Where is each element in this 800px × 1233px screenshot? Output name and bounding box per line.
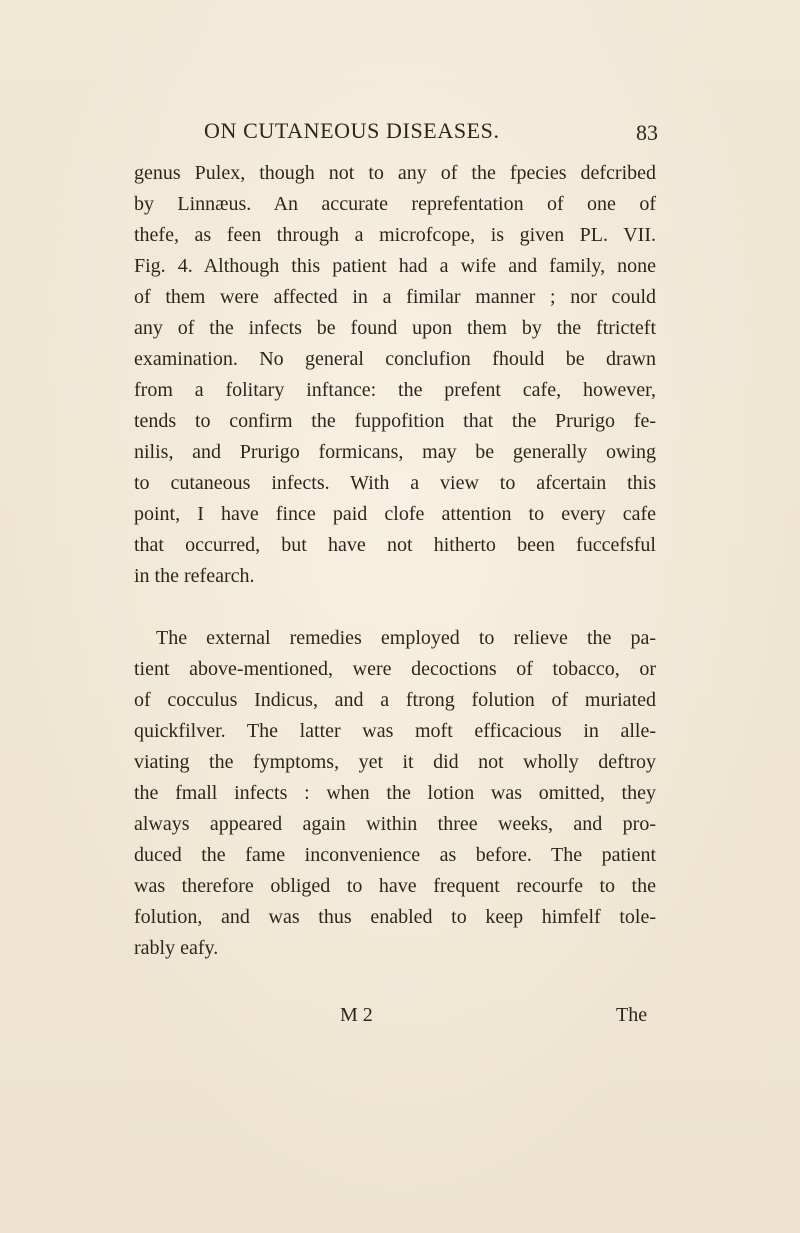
text-line: thefe, as feen through a microfcope, is given PL. VII.: [134, 224, 656, 246]
text-line: the fmall infects : when the lotion was omitted, they: [134, 782, 656, 804]
text-line: nilis, and Prurigo formicans, may be generally owing: [134, 441, 656, 463]
text-line: quickfilver. The latter was moft efficacious in alle-: [134, 720, 656, 742]
text-line: of cocculus Indicus, and a ftrong folution of muriated: [134, 689, 656, 711]
paragraph: [134, 623, 656, 964]
text-line: of them were affected in a fimilar manner ; nor could: [134, 286, 656, 308]
running-title: ON CUTANEOUS DISEASES.: [204, 118, 500, 143]
page-number: 83: [636, 120, 658, 145]
text-line: viating the fymptoms, yet it did not wholly deftroy: [134, 751, 656, 773]
text-line: tient above-mentioned, were decoctions of tobacco, or: [134, 658, 656, 680]
text-line: genus Pulex, though not to any of the fpecies defcribed: [134, 162, 656, 184]
text-line: to cutaneous infects. With a view to afcertain this: [134, 472, 656, 494]
catchword: The: [616, 1004, 648, 1026]
text-line: rably eafy.: [134, 937, 219, 959]
text-line: examination. No general conclufion fhould be drawn: [134, 348, 656, 370]
paragraph-gap: [134, 592, 656, 623]
text-line: duced the fame inconvenience as before. The patient: [134, 844, 656, 866]
text-line: point, I have fince paid clofe attention to every cafe: [134, 503, 656, 525]
text-line: tends to confirm the fuppofition that the Prurigo fe-: [134, 410, 656, 432]
text-line: Fig. 4. Although this patient had a wife and family, none: [134, 255, 656, 277]
text-line: that occurred, but have not hitherto been fuccefsful: [134, 534, 656, 556]
signature-mark: M 2: [340, 1004, 373, 1026]
text-line: any of the infects be found upon them by the ftricteft: [134, 317, 656, 339]
text-line: was therefore obliged to have frequent recourfe to the: [134, 875, 656, 897]
text-line: in the refearch.: [134, 565, 255, 587]
text-line: always appeared again within three weeks, and pro-: [134, 813, 656, 835]
text-line: by Linnæus. An accurate reprefentation of one of: [134, 193, 656, 215]
paragraph: [134, 158, 656, 592]
text-line: The external remedies employed to relieve the pa-: [156, 627, 656, 649]
text-line: from a folitary inftance: the prefent cafe, however,: [134, 379, 656, 401]
text-line: folution, and was thus enabled to keep himfelf tole-: [134, 906, 656, 928]
body-text: [134, 158, 656, 964]
